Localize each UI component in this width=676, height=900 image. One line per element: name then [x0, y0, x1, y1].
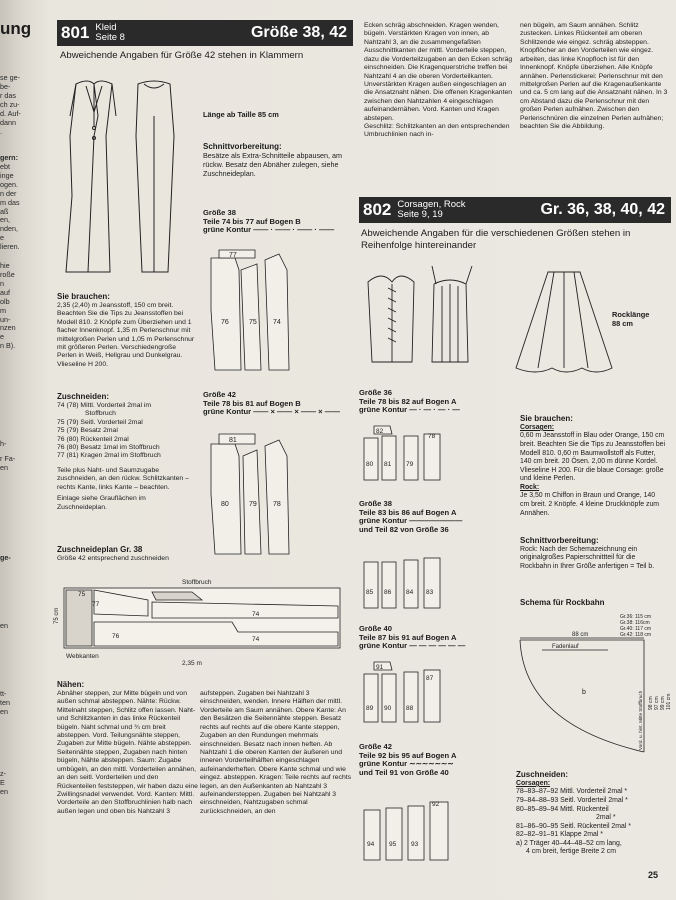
dress-length: Länge ab Taille 85 cm — [203, 110, 279, 119]
model-802-kind: Corsagen, Rock Seite 9, 19 — [397, 199, 466, 220]
schema-size-40: Gr.40: 117 cm — [620, 626, 652, 632]
svg-text:78: 78 — [428, 433, 436, 440]
svg-text:80: 80 — [221, 501, 229, 508]
svg-text:74: 74 — [273, 319, 281, 326]
svg-text:76: 76 — [221, 319, 229, 326]
schema-side-38: 97 cm — [654, 696, 660, 710]
model-801-zuschneiden: Zuschneiden: 74 (78) Mittl. Vorderteil 2mal im Stoffbruch 75 (79) Seitl. Vorderteil 2mal 75 (79) Besatz 2mal 76 (80) Rückenteil 2mal 76 (80) Besatz 1mal im Stoffbruch 77 (81) Kragen 2mal im Stoffbruch Teile plus Naht- und Saumzugabe zuschneiden, an den rückw. Schlitzkanten – rechts Kante, links Kante – beachten. Einlage siehe Grauflächen im Zuschneideplan. — [57, 392, 189, 511]
model-802-subtitle: Abweichende Angaben für die verschiedenen Größen stehen in Reihenfolge hintereinander — [361, 228, 631, 252]
svg-text:74: 74 — [252, 636, 260, 643]
model-801-brauchen: Sie brauchen: 2,35 (2,40) m Jeansstoff, 150 cm breit. Beachten Sie die Tips zu Jeansstoffen bei Modell 810. 2 Knöpfe zum Überziehen und 1 flacher Innenknopf. 1,35 m Perlenschnur mit mittelgroßen Perlen und 1,05 m Perlenschnur mit größeren Perlen. Verschiedengroße Perlen in Weiß, Hellgrau und Dunkelgrau. Vlieseline H 200. — [57, 292, 195, 368]
svg-text:81: 81 — [229, 437, 237, 444]
pattern-pieces-38 — [205, 250, 295, 382]
svg-text:79: 79 — [249, 501, 257, 508]
cutting-layout — [52, 576, 352, 668]
pattern-pieces-36 — [360, 424, 450, 484]
edge-title: ung — [0, 19, 32, 38]
model-801-kind: Kleid Seite 8 — [95, 22, 125, 43]
schema-side-36: 98 cm — [648, 696, 654, 710]
edge-text-a: se ge- be- r das ch zu- d. Auf- dann . — [0, 73, 21, 136]
svg-text:86: 86 — [384, 589, 392, 596]
model-801-plan-title: Zuschneideplan Gr. 38 Größe 42 entsprechend zuschneiden — [57, 545, 169, 562]
model-802-header — [359, 197, 671, 223]
svg-text:78: 78 — [273, 501, 281, 508]
model-801-number: 801 — [61, 23, 90, 43]
model-802-number: 802 — [363, 200, 392, 220]
model-802-g38-label: Größe 38 Teile 83 bis 86 auf Bogen A grüne Kontur ——————— und Teil 82 von Größe 36 — [359, 499, 463, 535]
pattern-pieces-40 — [360, 660, 450, 726]
svg-text:94: 94 — [367, 841, 375, 848]
svg-text:80: 80 — [366, 461, 374, 468]
model-801-subtitle: Abweichende Angaben für Größe 42 stehen in Klammern — [60, 50, 304, 61]
svg-text:85: 85 — [366, 589, 374, 596]
corsage-illustration — [362, 262, 502, 372]
model-801-naehen: Nähen: Abnäher steppen, zur Mitte bügeln und von außen schmal absteppen. Nähte: Rückw. Mittelnaht steppen, Schlitz offen lassen. Naht- und Schlitzkanten in das linke Rückenteil bügeln. Naht schmal und ¾ cm breit absteppen. Vord. Teilungsnähte steppen, Zugaben zur Mitte bügeln. Nähte absteppen. Seitennähte steppen, Zugaben nach hinten bügeln, Nähte absteppen. Saum: Zugabe umbügeln, an den mittl. Vorderteilen annähen, an den seitl. Vorderteilen und den Rückenteilen feststeppen, wir haben dazu eine Zwillingsnadel verwendet. Vord. Kanten: Mittl. Vorderteile an den Stoffbruchlinien halb nach außen legen und oben bis Nahtzahl 3 — [57, 680, 198, 815]
svg-text:81: 81 — [384, 461, 392, 468]
svg-text:87: 87 — [426, 675, 434, 682]
edge-text-c: hie roße n auf olb m un- nzen e n B). — [0, 261, 16, 351]
svg-text:75: 75 — [78, 591, 86, 598]
svg-text:82: 82 — [376, 428, 384, 435]
schema-side-40: 99 cm — [660, 696, 666, 710]
svg-text:90: 90 — [384, 705, 392, 712]
plan-height: 75 cm — [54, 607, 60, 624]
svg-text:93: 93 — [411, 841, 419, 848]
schema-size-38: Gr.38: 116cm — [620, 620, 650, 626]
schema-size-36: Gr.36: 115 cm — [620, 614, 652, 620]
schema-side-42: 101 cm — [666, 693, 672, 710]
svg-text:79: 79 — [406, 461, 414, 468]
schema-size-42: Gr.42: 118 cm — [620, 632, 652, 638]
schema-fadenlauf: Fadenlauf — [552, 644, 579, 650]
svg-text:84: 84 — [406, 589, 414, 596]
dress-illustration — [58, 76, 190, 274]
plan-width: 2,35 m — [182, 660, 202, 667]
edge-text-g: tt- ten en — [0, 689, 10, 716]
schema-mitte: Vord. u. hint. Mitte Stoffbruch — [638, 690, 643, 750]
model-801-col3: Ecken schräg abschneiden. Kragen wenden, bügeln. Verstärkten Kragen von innen, ab Nahtzahl 3, an die zusammengefaßten Ausschnittkanten der mittl. Vorderteile steppen, dazu die Vorderteilzugaben an den Ecken schräg einschneiden. Die Kragenquerstriche treffen bei Nahtzahl 4 an die oberen Vorderteilkanten. Unverstärkten Kragen außen eingeschlagen an die Ansatznaht nähen. Die offenen Kragenkanten zwischen den Nahtzahlen 4 eingeschlagen aufeinandernähen. Vord. Kanten und Kragen abstepen. Geschlitz: Schlitzkanten an den entsprechenden Umbruchlinien nach in- — [364, 22, 513, 139]
model-802-brauchen: Sie brauchen: Corsagen: 0,60 m Jeansstoff in Blau oder Orange, 150 cm breit. Beachten Sie die Tips zu Jeansstoffen bei Modell 810. 0,60 m Baumwollstoff als Futter, 140 cm breit. 20 Ösen. 2,00 m dünne Kordel. Vlieseline H 200. Für die blaue Corsage: große und kleine Perlen. Rock: Je 3,50 m Chiffon in Braun und Orange, 140 cm breit. 2 Knöpfe. 4 kleine Druckknöpfe zum Annähen. — [520, 414, 666, 517]
model-802-size: Gr. 36, 38, 40, 42 — [540, 201, 665, 219]
svg-text:75: 75 — [249, 319, 257, 326]
plan-stoffbruch: Stoffbruch — [182, 579, 212, 586]
model-801-g42-label: Größe 42 Teile 78 bis 81 auf Bogen B grüne Kontur —— × —— × —— × —— — [203, 390, 340, 417]
model-801-prep: Schnittvorbereitung: Besätze als Extra-Schnitteile abpausen, am rückw. Besatz den Abnäher zulegen, siehe Zuschneideplan. — [203, 142, 343, 178]
pattern-pieces-38b — [360, 552, 450, 612]
skirt-illustration — [508, 268, 628, 376]
plan-webkanten: Webkanten — [66, 653, 99, 660]
model-802-g36-label: Größe 36 Teile 78 bis 82 auf Bogen A grüne Kontur — · — · — · — — [359, 388, 460, 415]
page-number: 25 — [648, 870, 659, 880]
edge-text-f: en — [0, 621, 8, 630]
model-801-size: Größe 38, 42 — [250, 24, 347, 42]
model-801-g38-label: Größe 38 Teile 74 bis 77 auf Bogen B grüne Kontur —— · —— · —— · —— — [203, 208, 335, 235]
svg-text:83: 83 — [426, 589, 434, 596]
schema-b: b — [582, 689, 586, 696]
schema-title: Schema für Rockbahn — [520, 598, 605, 607]
schema-width: 88 cm — [572, 632, 589, 638]
svg-text:74: 74 — [252, 611, 260, 618]
edge-text-e: ge- — [0, 553, 11, 562]
model-802-zuschneiden: Zuschneiden: Corsagen: 78–83–87–92 Mittl. Vorderteil 2mal * 79–84–88–93 Seitl. Vorderteil 2mal * 80–85–89–94 Mittl. Rückenteil 2mal * 81–86–90–95 Seitl. Rückenteil 2mal * 82–82–91–91 Klappe 2mal * a) 2 Träger 40–44–48–52 cm lang, 4 cm breit, fertige Breite 2 cm — [516, 770, 631, 856]
edge-text-d: h- r Fa- en — [0, 439, 16, 472]
svg-text:92: 92 — [432, 801, 440, 808]
svg-text:77: 77 — [92, 601, 100, 608]
svg-text:88: 88 — [406, 705, 414, 712]
rockbahn-schema — [512, 614, 672, 758]
model-801-col2: aufsteppen. Zugaben bei Nahtzahl 3 einschneiden, wenden. Innere Hälften der mittl. Vorderteile am Saum annähen. Obere Kante: An den Besätzen die Seitennähte steppen. Besatz rechts auf rechts auf die obere Kante steppen, Zugaben an den Rundungen mehrmals einschneiden. Besatz nach innen heften. Ab Nahtzahl 1 die oberen Kanten der äußeren und inneren Vorderteilhälften eingeschlagen aufeinanderheften. Obere Kante schmal und wie eingez. absteppen. Kragen: Teile rechts auf rechts legen, an den Außenkanten ab Nahtzahl 3 aufeinandersteppen. Zugaben bei Nahtzahl 3 einschneiden, Nahtzugaben schmal zurückschneiden, an den — [200, 690, 352, 815]
model-802-prep: Schnittvorbereitung: Rock: Nach der Schemazeichnung ein originalgroßes Papierschnittteil für die Rockbahn in Ihrer Größe anfertigen = Teil b. — [520, 536, 655, 571]
pattern-pieces-42 — [205, 434, 295, 562]
svg-text:89: 89 — [366, 705, 374, 712]
model-801-header — [57, 20, 353, 46]
svg-text:77: 77 — [229, 252, 237, 259]
rock-length: Rocklänge 88 cm — [612, 310, 650, 329]
svg-text:95: 95 — [389, 841, 397, 848]
model-802-g40-label: Größe 40 Teile 87 bis 91 auf Bogen A grüne Kontur — — — — — — — [359, 624, 466, 651]
pattern-pieces-42b — [360, 794, 460, 864]
model-802-g42-label: Größe 42 Teile 92 bis 95 auf Bogen A grüne Kontur ∼∼∼∼∼∼∼ und Teil 91 von Größe 40 — [359, 742, 457, 778]
svg-text:76: 76 — [112, 633, 120, 640]
svg-text:91: 91 — [376, 664, 384, 671]
edge-text-h: z- E en — [0, 769, 8, 796]
model-801-col4: nen bügeln, am Saum annähen. Schlitz zustecken. Linkes Rückenteil am oberen Schlitzende wie eingez. schräg absteppen. Knopflöcher an den Vorderteilen wie eingez. arbeiten, das linke Knopfloch ist für den Innenknopf. Knöpfe überziehen. Alle Knöpfe annähen. Perlenstickerei: Perlenschnur mit den mittelgroßen Perlen auf die Kragenaußenkante und ca. 5 cm lang auf die Ansatznaht nähen. In 3 cm Abstand dazu die Perlenschnur mit den großen Perlen aufnähen. Zwischen den Perlenschnüren die einzelnen Perlen aufnähen; beachten Sie die Abbildung. — [520, 22, 668, 131]
edge-text-b: gern: ebt inge ogen. n der m das aß en, nden, e lieren. — [0, 153, 20, 252]
